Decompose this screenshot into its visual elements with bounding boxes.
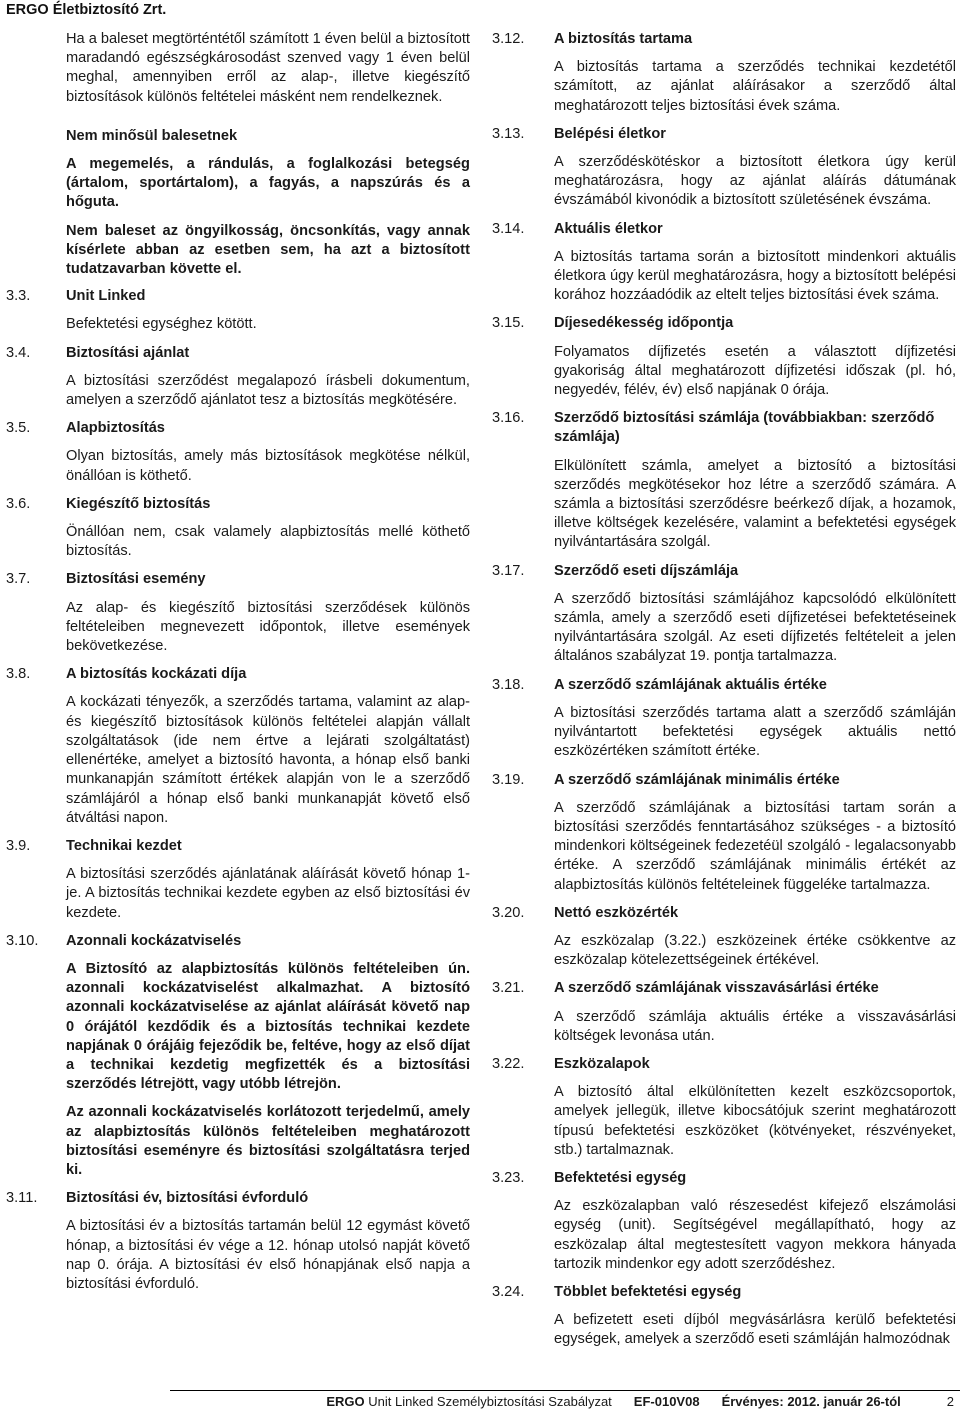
section-title: Kiegészítő biztosítás (66, 495, 211, 512)
section-paragraph: A befizetett eseti díjból megvásárlásra kerülő befektetési egységek, amelyek a szerződő eseti számláján halmozódnak (554, 1312, 956, 1348)
section-number: 3.15. (492, 315, 525, 332)
section-number: 3.16. (492, 410, 525, 427)
section-body (484, 799, 956, 895)
section-body (484, 457, 956, 553)
section-title: A szerződő számlájának aktuális értéke (554, 676, 827, 693)
section-3-7 (0, 570, 470, 656)
section-paragraph: A biztosítási szerződés ajánlatának aláírását követő hónap 1-je. A biztosítás technikai kezdete egyben az első biztosítási év kezdete. (66, 866, 470, 921)
section-paragraph: Elkülönített számla, amelyet a biztosító a biztosítási szerződés megkötésekor hoz létre a szerződő számára. A számla a biztosítási szerződésre beérkező díjak, a hozamok, illetve költségek kezelésére, valamint a befektetési egységek nyilvántartására szolgál. (554, 457, 956, 551)
section-paragraph: Önállóan nem, csak valamely alapbiztosítás mellé köthető biztosítás. (66, 524, 470, 560)
section-title: Unit Linked (66, 288, 146, 305)
section-paragraph: Az eszközalap (3.22.) eszközeinek értéke csökkentve az eszközalap kötelezettségeinek értékével. (554, 932, 956, 969)
section-body (0, 523, 470, 561)
footer-validity: Érvényes: 2012. január 26-tól (721, 1394, 901, 1409)
section-body (484, 1197, 956, 1274)
section-paragraph: Az eszközalapban való részesedést kifejező elszámolási egység (unit). Segítségével megállapítható, hogy az eszközalap által megtestesített vagyon mekkora hányada tartozik mindenkor egy adott szerződéshez. (554, 1198, 956, 1272)
section-heading (0, 344, 470, 363)
section-number: 3.13. (492, 125, 525, 142)
section-heading (484, 771, 956, 790)
section-body (484, 1008, 956, 1046)
section-heading (0, 419, 470, 438)
section-number: 3.14. (492, 220, 525, 237)
section-paragraph: Az alap- és kiegészítő biztosítási szerződések különös feltételeiben megnevezett időpontok, illetve események bekövetkezése. (66, 599, 470, 655)
section-paragraph: A szerződő biztosítási számlájához kapcsolódó elkülönített számla, amely a szerződő eseti díjfizetései befektetéseinek nyilvántartására szolgál. Az eseti díjfizetés feltételeit a jelen általános szabályzat 19. pontja tartalmazza. (554, 590, 956, 665)
section-paragraph: A biztosítás tartama a szerződés technikai kezdetétől számított, az ajánlat aláírásakor a szerződő által meghatározott teljes biztosítási évek száma. (554, 59, 956, 114)
section-heading (484, 409, 956, 447)
section-body (0, 693, 470, 827)
section-number: 3.7. (6, 571, 31, 588)
section-heading (484, 220, 956, 239)
section-heading (0, 837, 470, 856)
section-number: 3.19. (492, 771, 525, 788)
section-heading (484, 1169, 956, 1188)
section-title: Szerződő eseti díjszámlája (554, 562, 739, 579)
section-title: A biztosítás tartama (554, 31, 693, 47)
section-number: 3.8. (6, 666, 31, 683)
section-number: 3.23. (492, 1169, 525, 1186)
section-title: Eszközalapok (554, 1055, 650, 1072)
section-paragraph: Folyamatos díjfizetés esetén a választott díjfizetési gyakoriság által meghatározott díjfizetési időszak (pl. hó, negyedév, félév, év) első napjának 0 órája. (554, 343, 956, 399)
section-number: 3.17. (492, 562, 525, 579)
section-body (484, 58, 956, 116)
section-3-10 (0, 932, 470, 1180)
section-heading (484, 314, 956, 333)
section-3-17 (484, 562, 956, 667)
section-heading (484, 562, 956, 581)
right-column (484, 30, 956, 1350)
footer-brand: ERGO (326, 1394, 365, 1409)
section-title: Alapbiztosítás (66, 420, 165, 437)
section-paragraph: Befektetési egységhez kötött. (66, 316, 257, 333)
section-number: 3.3. (6, 288, 31, 305)
section-3-20 (484, 904, 956, 971)
section-number: 3.20. (492, 904, 525, 921)
section-body (484, 248, 956, 306)
section-paragraph: Az azonnali kockázatviselés korlátozott terjedelmű, amely az alapbiztosítás különös feltételeiben meghatározott biztosítási eseményre és biztosítási szolgáltatásra terjed ki. (66, 1104, 470, 1178)
section-heading (484, 1283, 956, 1302)
section-paragraph: A szerződő számlája aktuális értéke a visszavásárlási költségek levonása után. (554, 1008, 956, 1044)
section-heading (484, 125, 956, 144)
section-body (484, 704, 956, 762)
section-body (0, 865, 470, 923)
section-number: 3.6. (6, 495, 31, 512)
section-title: Díjesedékesség időpontja (554, 315, 734, 332)
section-title: Nettó eszközérték (554, 904, 679, 921)
section-heading (0, 1189, 470, 1208)
section-title: A szerződő számlájának visszavásárlási értéke (554, 980, 879, 997)
section-3-16 (484, 409, 956, 552)
section-3-13 (484, 125, 956, 211)
section-title: A szerződő számlájának minimális értéke (554, 771, 840, 788)
section-number: 3.18. (492, 676, 525, 693)
footer-doc-title (326, 1394, 611, 1409)
section-title: Belépési életkor (554, 125, 666, 142)
section-3-19 (484, 771, 956, 895)
section-title: Biztosítási év, biztosítási évforduló (66, 1190, 309, 1207)
section-paragraph: A szerződéskötéskor a biztosított életkora úgy kerül meghatározásra, hogy az ajánlat aláírás dátumának évszámából kivonódik a biztosított születésének évszáma. (554, 154, 956, 209)
section-number: 3.12. (492, 31, 525, 47)
page-footer (0, 1394, 960, 1409)
section-paragraph: A biztosítási év a biztosítás tartamán belül 12 egymást követő hónap, a biztosítási év vége a 12. hónap utolsó napját követő nap 0. órája. A biztosítási év első hónapjának első napja a biztosítási évforduló. (66, 1218, 470, 1292)
section-paragraph: A biztosítási szerződést megalapozó írásbeli dokumentum, amelyen a szerződő ajánlatot tesz a biztosítás megkötésére. (66, 372, 470, 409)
section-heading (484, 1055, 956, 1074)
section-number: 3.24. (492, 1283, 525, 1300)
section-title: Azonnali kockázatviselés (66, 932, 242, 949)
section-3-3 (0, 287, 470, 334)
note-heading: Nem minősül balesetnek (66, 127, 238, 144)
company-header: ERGO Életbiztosító Zrt. (6, 2, 167, 18)
note-paragraph-1: A megemelés, a rándulás, a foglalkozási betegség (ártalom, sportártalom), a fagyás, a napszúrás és a hőguta. (66, 156, 470, 211)
section-3-18 (484, 676, 956, 762)
section-paragraph: A szerződő számlájának a biztosítási tartam során a biztosítási szerződés fenntartásához szükséges - a biztosító mindenkori költségeinek fedezetéül szolgáló - legalacsonyabb értéke. A szerződő számlájának minimális értékét az alapbiztosítás különös feltételeinek függeléke tartalmazza. (554, 799, 956, 893)
section-heading (0, 287, 470, 306)
section-paragraph: Olyan biztosítás, amely más biztosítások megkötése nélkül, önállóan is köthető. (66, 448, 470, 484)
section-3-4 (0, 344, 470, 411)
section-heading (484, 30, 956, 49)
section-paragraph: A kockázati tényezők, a szerződés tartama, valamint az alap- és kiegészítő biztosítások különös feltételei alapján vállalt szolgáltatások (ide nem értve a lejárati szolgáltatást) ellenértéke, amelyet a biztosító havonta, a hónap első banki munkanapján számított értékek alapján von le a szerződő számlájáról a hónap első banki munkanapját követő első átváltási napon. (66, 694, 470, 826)
section-number: 3.21. (492, 980, 525, 997)
section-3-15 (484, 314, 956, 400)
section-heading (0, 665, 470, 684)
section-heading (484, 676, 956, 695)
section-3-9 (0, 837, 470, 923)
left-sections (0, 287, 470, 1294)
section-body (484, 1311, 956, 1349)
footer-rule (170, 1390, 960, 1391)
section-paragraph: A Biztosító az alapbiztosítás különös feltételeiben ún. azonnali kockázatviselést alkalmazhat. A biztosító azonnali kockázatviselése az ajánlat aláírását követő nap 0 órájától kezdődik és a biztosítás technikai kezdete napjának 0 órájáig fejeződik be, feltéve, hogy az első díjat a technikai kezdetig megfizették és a biztosítási szerződés létrejött, vagy utóbb létrejön. (66, 960, 470, 1093)
section-title: Biztosítási ajánlat (66, 344, 190, 361)
section-title: Többlet befektetési egység (554, 1283, 742, 1300)
section-body (484, 343, 956, 401)
section-number: 3.4. (6, 344, 31, 361)
section-heading (0, 495, 470, 514)
section-3-6 (0, 495, 470, 562)
section-paragraph: A biztosítás tartama során a biztosított mindenkori aktuális életkora úgy kerül meghatározásra, hogy a biztosított belépési korához hozzáadódik az eltelt teljes biztosítási évek száma. (554, 248, 956, 304)
section-body (484, 932, 956, 970)
section-body (484, 1083, 956, 1160)
section-number: 3.22. (492, 1055, 525, 1072)
section-title: A biztosítás kockázati díja (66, 666, 247, 683)
section-paragraph: A biztosító által elkülönítetten kezelt eszközcsoportok, amelyek jellegük, illetve kibocsátójuk szerint meghatározott típusú befektetési eszközöket (kötvényeket, részvényeket, stb.) tartalmaznak. (554, 1084, 956, 1158)
section-3-14 (484, 220, 956, 306)
section-3-22 (484, 1055, 956, 1160)
section-body (0, 1217, 470, 1294)
section-3-11 (0, 1189, 470, 1294)
section-paragraph: A biztosítási szerződés tartama alatt a szerződő számláján nyilvántartott befektetési egységek aktuális nettó eszközértéken számított értéke. (554, 704, 956, 760)
note-paragraph-2: Nem baleset az öngyilkosság, öncsonkítás, vagy annak kísérlete abban az esetben sem, ha azt a biztosított tudatzavarban követte el. (66, 222, 470, 278)
left-column (0, 30, 470, 1294)
section-number: 3.11. (6, 1190, 38, 1207)
page-number: 2 (946, 1394, 954, 1409)
section-body (484, 590, 956, 667)
section-title: Szerződő biztosítási számlája (továbbiakban: szerződő számlája) (554, 410, 935, 446)
section-title: Biztosítási esemény (66, 571, 206, 588)
section-title: Aktuális életkor (554, 220, 663, 237)
section-heading (484, 904, 956, 923)
section-3-5 (0, 419, 470, 486)
section-3-24 (484, 1283, 956, 1350)
footer-title-text: Unit Linked Személybiztosítási Szabályzat (368, 1394, 612, 1409)
section-number: 3.5. (6, 420, 31, 437)
section-body (484, 153, 956, 211)
section-body (0, 960, 470, 1180)
section-body (0, 447, 470, 485)
section-title: Befektetési egység (554, 1169, 687, 1186)
footer-doc-code: EF-010V08 (633, 1394, 700, 1409)
section-number: 3.10. (6, 932, 39, 949)
section-title: Technikai kezdet (66, 837, 182, 854)
section-number: 3.9. (6, 837, 31, 854)
section-3-8 (0, 665, 470, 828)
section-body (0, 315, 470, 334)
section-3-23 (484, 1169, 956, 1274)
section-heading (484, 979, 956, 998)
section-heading (0, 932, 470, 951)
right-sections (484, 30, 956, 1350)
section-body (0, 599, 470, 657)
section-3-12 (484, 30, 956, 116)
intro-paragraph: Ha a baleset megtörténtétől számított 1 éven belül a biztosított maradandó egészségkárosodást szenved vagy 1 éven belül meghal, amennyiben erről az alap-, illetve kiegészítő biztosítások különös feltételei másként nem rendelkeznek. (66, 31, 470, 105)
section-body (0, 372, 470, 410)
section-3-21 (484, 979, 956, 1046)
section-heading (0, 570, 470, 589)
